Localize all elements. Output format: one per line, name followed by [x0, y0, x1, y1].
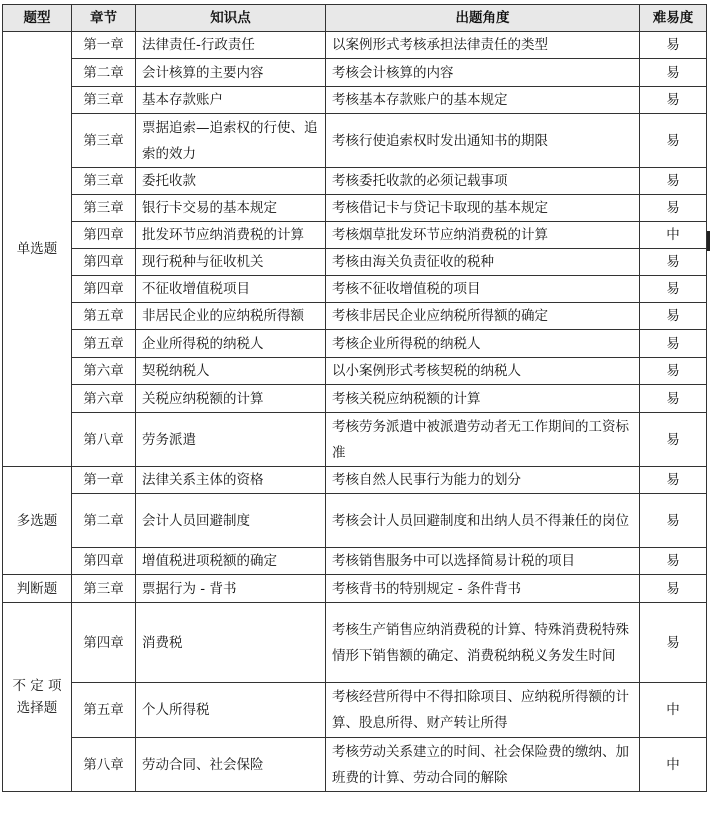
question-angle-cell: 考核劳动关系建立的时间、社会保险费的缴纳、加班费的计算、劳动合同的解除 [326, 738, 640, 792]
header-difficulty: 难易度 [640, 5, 707, 32]
chapter-cell: 第三章 [72, 168, 136, 195]
header-chapter: 章节 [72, 5, 136, 32]
question-angle-cell: 以案例形式考核承担法律责任的类型 [326, 32, 640, 59]
knowledge-point-cell: 个人所得税 [136, 683, 326, 738]
header-type: 题型 [3, 5, 72, 32]
difficulty-cell: 易 [640, 603, 707, 683]
question-angle-cell: 考核生产销售应纳消费税的计算、特殊消费税特殊情形下销售额的确定、消费税纳税义务发生时间 [326, 603, 640, 683]
knowledge-point-cell: 契税纳税人 [136, 358, 326, 385]
chapter-cell: 第四章 [72, 603, 136, 683]
table-row [3, 603, 707, 683]
knowledge-point-cell: 批发环节应纳消费税的计算 [136, 222, 326, 249]
chapter-cell: 第四章 [72, 222, 136, 249]
table-row [3, 195, 707, 222]
question-angle-cell: 考核自然人民事行为能力的划分 [326, 467, 640, 494]
chapter-cell: 第四章 [72, 276, 136, 303]
chapter-cell: 第三章 [72, 575, 136, 603]
question-angle-cell: 考核基本存款账户的基本规定 [326, 87, 640, 114]
table-row [3, 385, 707, 413]
table-row [3, 249, 707, 276]
chapter-cell: 第五章 [72, 683, 136, 738]
table-row [3, 32, 707, 59]
question-type-cell: 不 定 项选择题 [3, 603, 72, 792]
question-angle-cell: 考核烟草批发环节应纳消费税的计算 [326, 222, 640, 249]
difficulty-cell: 易 [640, 195, 707, 222]
difficulty-cell: 易 [640, 575, 707, 603]
knowledge-point-cell: 不征收增值税项目 [136, 276, 326, 303]
knowledge-point-cell: 劳动合同、社会保险 [136, 738, 326, 792]
difficulty-cell: 易 [640, 467, 707, 494]
question-angle-cell: 考核会计人员回避制度和出纳人员不得兼任的岗位 [326, 494, 640, 548]
table-row [3, 222, 707, 249]
knowledge-point-cell: 非居民企业的应纳税所得额 [136, 303, 326, 330]
table-row [3, 548, 707, 575]
difficulty-cell: 易 [640, 249, 707, 276]
question-type-cell: 判断题 [3, 575, 72, 603]
question-angle-cell: 考核劳务派遣中被派遣劳动者无工作期间的工资标准 [326, 413, 640, 467]
table-row [3, 494, 707, 548]
chapter-cell: 第三章 [72, 195, 136, 222]
knowledge-point-cell: 会计核算的主要内容 [136, 59, 326, 87]
table-row [3, 467, 707, 494]
knowledge-point-cell: 企业所得税的纳税人 [136, 330, 326, 358]
difficulty-cell: 易 [640, 59, 707, 87]
chapter-cell: 第三章 [72, 114, 136, 168]
chapter-cell: 第二章 [72, 59, 136, 87]
knowledge-point-cell: 基本存款账户 [136, 87, 326, 114]
difficulty-cell: 易 [640, 358, 707, 385]
chapter-cell: 第五章 [72, 303, 136, 330]
difficulty-cell: 中 [640, 683, 707, 738]
question-angle-cell: 考核行使追索权时发出通知书的期限 [326, 114, 640, 168]
chapter-cell: 第二章 [72, 494, 136, 548]
difficulty-cell: 易 [640, 385, 707, 413]
table-wrapper [2, 4, 707, 792]
chapter-cell: 第五章 [72, 330, 136, 358]
knowledge-point-cell: 票据追索—追索权的行使、追索的效力 [136, 114, 326, 168]
question-angle-cell: 考核不征收增值税的项目 [326, 276, 640, 303]
difficulty-cell: 易 [640, 494, 707, 548]
chapter-cell: 第四章 [72, 249, 136, 276]
knowledge-point-cell: 消费税 [136, 603, 326, 683]
header-point: 知识点 [136, 5, 326, 32]
difficulty-cell: 易 [640, 276, 707, 303]
table-row [3, 59, 707, 87]
knowledge-point-cell: 现行税种与征收机关 [136, 249, 326, 276]
knowledge-point-cell: 增值税进项税额的确定 [136, 548, 326, 575]
difficulty-cell: 易 [640, 413, 707, 467]
table-row [3, 358, 707, 385]
table-row [3, 330, 707, 358]
question-angle-cell: 考核关税应纳税额的计算 [326, 385, 640, 413]
question-type-cell: 单选题 [3, 32, 72, 467]
table-row [3, 276, 707, 303]
question-angle-cell: 考核非居民企业应纳税所得额的确定 [326, 303, 640, 330]
question-angle-cell: 考核由海关负责征收的税种 [326, 249, 640, 276]
table-row [3, 683, 707, 738]
question-type-cell: 多选题 [3, 467, 72, 575]
chapter-cell: 第一章 [72, 467, 136, 494]
question-angle-cell: 考核委托收款的必须记载事项 [326, 168, 640, 195]
table-row [3, 738, 707, 792]
knowledge-point-cell: 会计人员回避制度 [136, 494, 326, 548]
question-angle-cell: 考核企业所得税的纳税人 [326, 330, 640, 358]
difficulty-cell: 易 [640, 114, 707, 168]
knowledge-point-cell: 票据行为 - 背书 [136, 575, 326, 603]
knowledge-point-cell: 委托收款 [136, 168, 326, 195]
difficulty-cell: 易 [640, 548, 707, 575]
chapter-cell: 第一章 [72, 32, 136, 59]
difficulty-cell: 易 [640, 330, 707, 358]
chapter-cell: 第三章 [72, 87, 136, 114]
table-body [3, 32, 707, 792]
table-row [3, 114, 707, 168]
table-row [3, 87, 707, 114]
chapter-cell: 第八章 [72, 738, 136, 792]
exam-analysis-table [2, 4, 707, 792]
difficulty-cell: 易 [640, 303, 707, 330]
difficulty-cell: 易 [640, 32, 707, 59]
header-angle: 出题角度 [326, 5, 640, 32]
question-angle-cell: 考核销售服务中可以选择简易计税的项目 [326, 548, 640, 575]
knowledge-point-cell: 关税应纳税额的计算 [136, 385, 326, 413]
question-angle-cell: 考核会计核算的内容 [326, 59, 640, 87]
knowledge-point-cell: 银行卡交易的基本规定 [136, 195, 326, 222]
question-angle-cell: 考核经营所得中不得扣除项目、应纳税所得额的计算、股息所得、财产转让所得 [326, 683, 640, 738]
question-angle-cell: 以小案例形式考核契税的纳税人 [326, 358, 640, 385]
table-row [3, 413, 707, 467]
knowledge-point-cell: 法律责任-行政责任 [136, 32, 326, 59]
difficulty-cell: 易 [640, 168, 707, 195]
table-row [3, 575, 707, 603]
difficulty-cell: 中 [640, 738, 707, 792]
chapter-cell: 第八章 [72, 413, 136, 467]
knowledge-point-cell: 法律关系主体的资格 [136, 467, 326, 494]
header-row [3, 5, 707, 32]
difficulty-cell: 中 [640, 222, 707, 249]
table-row [3, 303, 707, 330]
chapter-cell: 第六章 [72, 358, 136, 385]
question-angle-cell: 考核借记卡与贷记卡取现的基本规定 [326, 195, 640, 222]
table-row [3, 168, 707, 195]
chapter-cell: 第六章 [72, 385, 136, 413]
difficulty-cell: 易 [640, 87, 707, 114]
chapter-cell: 第四章 [72, 548, 136, 575]
question-angle-cell: 考核背书的特别规定 - 条件背书 [326, 575, 640, 603]
knowledge-point-cell: 劳务派遣 [136, 413, 326, 467]
